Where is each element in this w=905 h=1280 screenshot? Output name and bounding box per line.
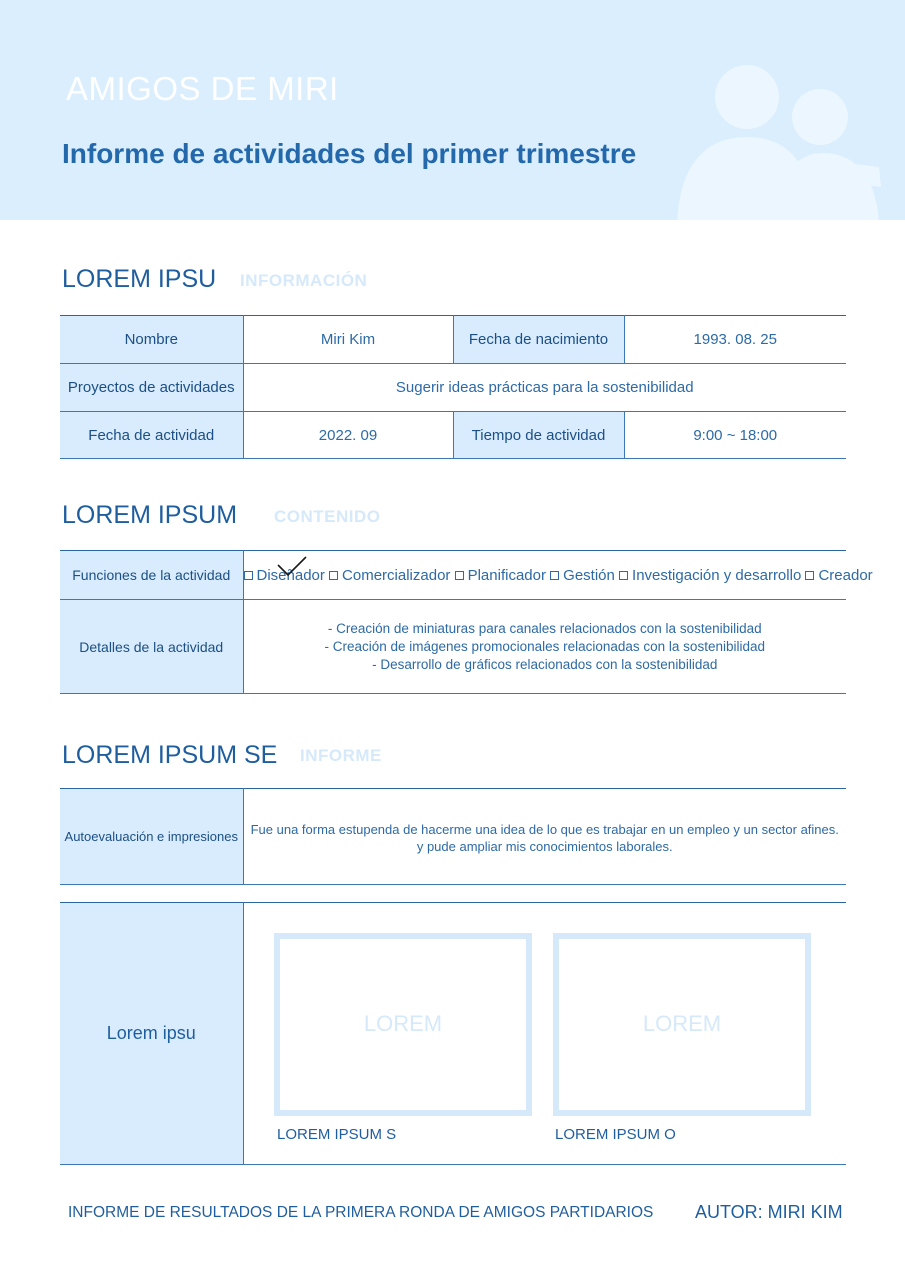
details-item: - Creación de imágenes promocionales relacionadas con la sostenibilidad [324, 638, 765, 654]
section-heading-report: LOREM IPSUM SE [62, 741, 278, 769]
name-value: Miri Kim [243, 316, 453, 364]
name-label: Nombre [60, 316, 243, 364]
header-banner [0, 0, 905, 220]
roles-label: Funciones de la actividad [60, 551, 243, 600]
details-item: - Creación de miniaturas para canales relacionados con la sostenibilidad [327, 620, 762, 636]
photo-placeholder-2 [553, 933, 811, 1116]
project-value: Sugerir ideas prácticas para la sostenibilidad [243, 364, 846, 412]
photo-caption-1: LOREM IPSUM S [277, 1126, 397, 1143]
section-subheading-content: CONTENIDO [274, 507, 381, 526]
checkbox-icon [329, 571, 338, 580]
photo-placeholder-text: LOREM [642, 1011, 722, 1036]
checkbox-icon [805, 571, 814, 580]
roles-checklist [243, 551, 873, 600]
checkmark-icon [276, 555, 308, 579]
photos-label: Lorem ipsu [60, 903, 243, 1165]
photo-caption-2: LOREM IPSUM O [555, 1126, 676, 1143]
role-option[interactable]: Diseñador [244, 567, 325, 584]
checkbox-icon [550, 571, 559, 580]
project-label: Proyectos de actividades [60, 364, 243, 412]
role-option[interactable]: Gestión [550, 567, 615, 584]
footer-author: AUTOR: MIRI KIM [695, 1202, 843, 1222]
checkbox-icon [244, 571, 253, 580]
section-heading-content: LOREM IPSUM [62, 501, 238, 529]
birth-label: Fecha de nacimiento [453, 316, 624, 364]
activity-date-value: 2022. 09 [243, 412, 453, 459]
self-eval-text: Fue una forma estupenda de hacerme una idea de lo que es trabajar en un empleo y un sector afines. y pude ampliar mis conocimientos laborales. [243, 789, 846, 885]
section-heading-info: LOREM IPSU [62, 265, 217, 293]
photo-placeholder-1 [274, 933, 532, 1116]
role-option[interactable]: Creador [805, 567, 872, 584]
photo-placeholder-text: LOREM [363, 1011, 443, 1036]
birth-value: 1993. 08. 25 [624, 316, 846, 364]
brand-name: AMIGOS DE MIRI [66, 70, 339, 107]
friends-illustration-icon [665, 55, 895, 220]
checkbox-icon [619, 571, 628, 580]
section-subheading-report: INFORME [300, 746, 382, 765]
report-table [60, 788, 846, 885]
role-option[interactable]: Comercializador [329, 567, 450, 584]
activity-date-label: Fecha de actividad [60, 412, 243, 459]
activity-time-label: Tiempo de actividad [453, 412, 624, 459]
role-option[interactable]: Planificador [455, 567, 546, 584]
details-item: - Desarrollo de gráficos relacionados con la sostenibilidad [372, 656, 718, 672]
footer-report-title: INFORME DE RESULTADOS DE LA PRIMERA RONDA DE AMIGOS PARTIDARIOS [68, 1204, 654, 1221]
info-table [60, 315, 846, 459]
self-eval-label: Autoevaluación e impresiones [60, 789, 243, 885]
role-option[interactable]: Investigación y desarrollo [619, 567, 801, 584]
checkbox-icon [455, 571, 464, 580]
page-title: Informe de actividades del primer trimestre [62, 138, 637, 169]
details-label: Detalles de la actividad [60, 600, 243, 694]
activity-time-value: 9:00 ~ 18:00 [624, 412, 846, 459]
content-table [60, 550, 873, 694]
details-list [243, 600, 846, 694]
section-subheading-info: INFORMACIÓN [240, 271, 368, 290]
